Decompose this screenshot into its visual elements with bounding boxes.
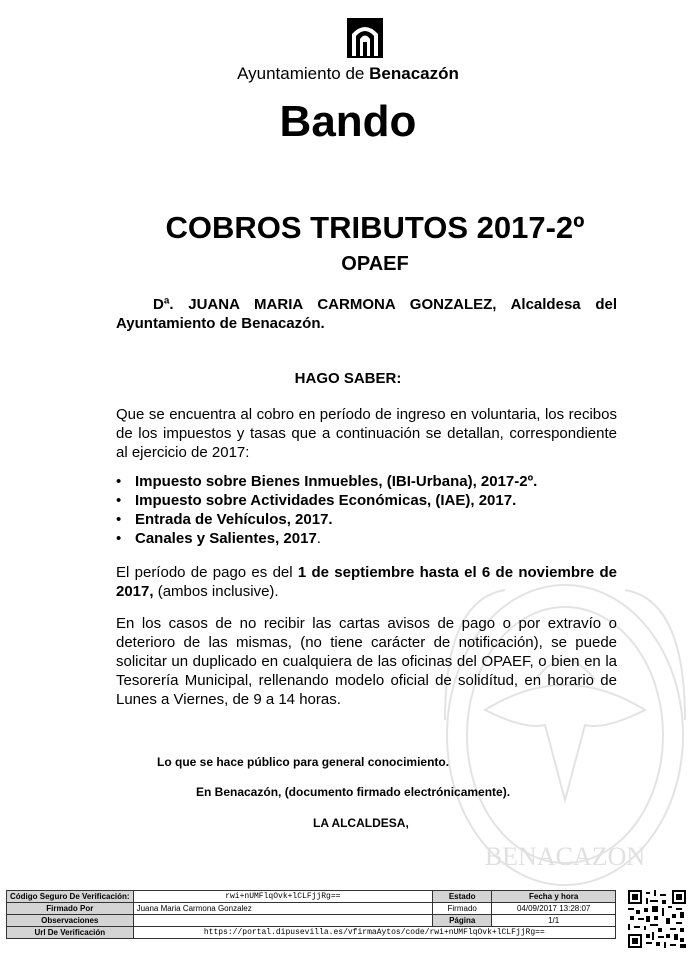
bullet-icon: • — [116, 511, 122, 528]
page-value: 1/1 — [492, 915, 616, 927]
bullet-icon: • — [116, 530, 122, 547]
verification-url-link[interactable]: https://portal.dipusevilla.es/vfirmaAytos/code/rwi+nUMFlqOvk+lCLFjjRg== — [133, 927, 615, 939]
tax-list — [116, 472, 617, 548]
estado-value: Firmado — [433, 903, 492, 915]
subject-subtitle: OPAEF — [341, 253, 409, 275]
bullet-icon: • — [116, 473, 122, 490]
arch-logo — [347, 18, 383, 58]
seal-watermark — [425, 560, 695, 900]
fecha-value: 04/09/2017 13:28:07 — [492, 903, 616, 915]
intro-paragraph: Dª. JUANA MARIA CARMONA GONZALEZ, Alcaldesa del Ayuntamiento de Benacazón. — [116, 296, 617, 332]
list-item: • Impuesto sobre Actividades Económicas, (IAE), 2017. — [116, 492, 517, 509]
signature-title: LA ALCALDESA, — [313, 816, 409, 830]
collection-paragraph: Que se encuentra al cobro en período de ingreso en voluntaria, los recibos de los impuestos y tasas que a continuación se detallan, correspondiente al ejercicio de 2017: — [116, 406, 617, 461]
organization-name: Ayuntamiento de Benacazón — [237, 64, 459, 83]
bullet-icon: • — [116, 492, 122, 509]
estado-label: Estado — [433, 891, 492, 903]
svg-text:BENACAZON: BENACAZON — [484, 842, 646, 871]
list-item: • Entrada de Vehículos, 2017. — [116, 511, 333, 528]
signed-by-label: Firmado Por — [7, 903, 134, 915]
page-label: Página — [433, 915, 492, 927]
observations-value — [133, 915, 432, 927]
csv-label: Código Seguro De Verificación: — [7, 891, 134, 903]
closing-line-public: Lo que se hace público para general conocimiento. — [157, 755, 450, 769]
qr-code-icon — [628, 890, 686, 948]
signed-by-value: Juana Maria Carmona Gonzalez — [133, 903, 432, 915]
list-item: • Impuesto sobre Bienes Inmuebles, (IBI-Urbana), 2017-2º. — [116, 473, 538, 490]
url-label: Url De Verificación — [7, 927, 134, 939]
document-title: Bando — [279, 97, 417, 146]
observations-label: Observaciones — [7, 915, 134, 927]
duplicate-paragraph: En los casos de no recibir las cartas avisos de pago o por extravío o deterioro de las mismas, (no tiene carácter de notificación), se puede solicitar un duplicado en cualquiera de las oficinas del OPAEF, o bien en la Tesorería Municipal, rellenando modelo oficial de solidítud, en horario de Lunes a Viernes, de 9 a 14 horas. — [116, 615, 617, 708]
hago-saber-heading: HAGO SABER: — [294, 370, 402, 387]
csv-value: rwi+nUMFlqOvk+lCLFjjRg== — [133, 891, 432, 903]
payment-period-paragraph: El período de pago es del 1 de septiembre hasta el 6 de noviembre de 2017, (ambos inclusive). — [116, 564, 617, 600]
fecha-label: Fecha y hora — [492, 891, 616, 903]
subject-title: COBROS TRIBUTOS 2017-2º — [165, 210, 585, 245]
closing-line-location: En Benacazón, (documento firmado electrónicamente). — [196, 785, 511, 799]
verification-table — [6, 890, 616, 939]
list-item: • Canales y Salientes, 2017. — [116, 530, 321, 547]
